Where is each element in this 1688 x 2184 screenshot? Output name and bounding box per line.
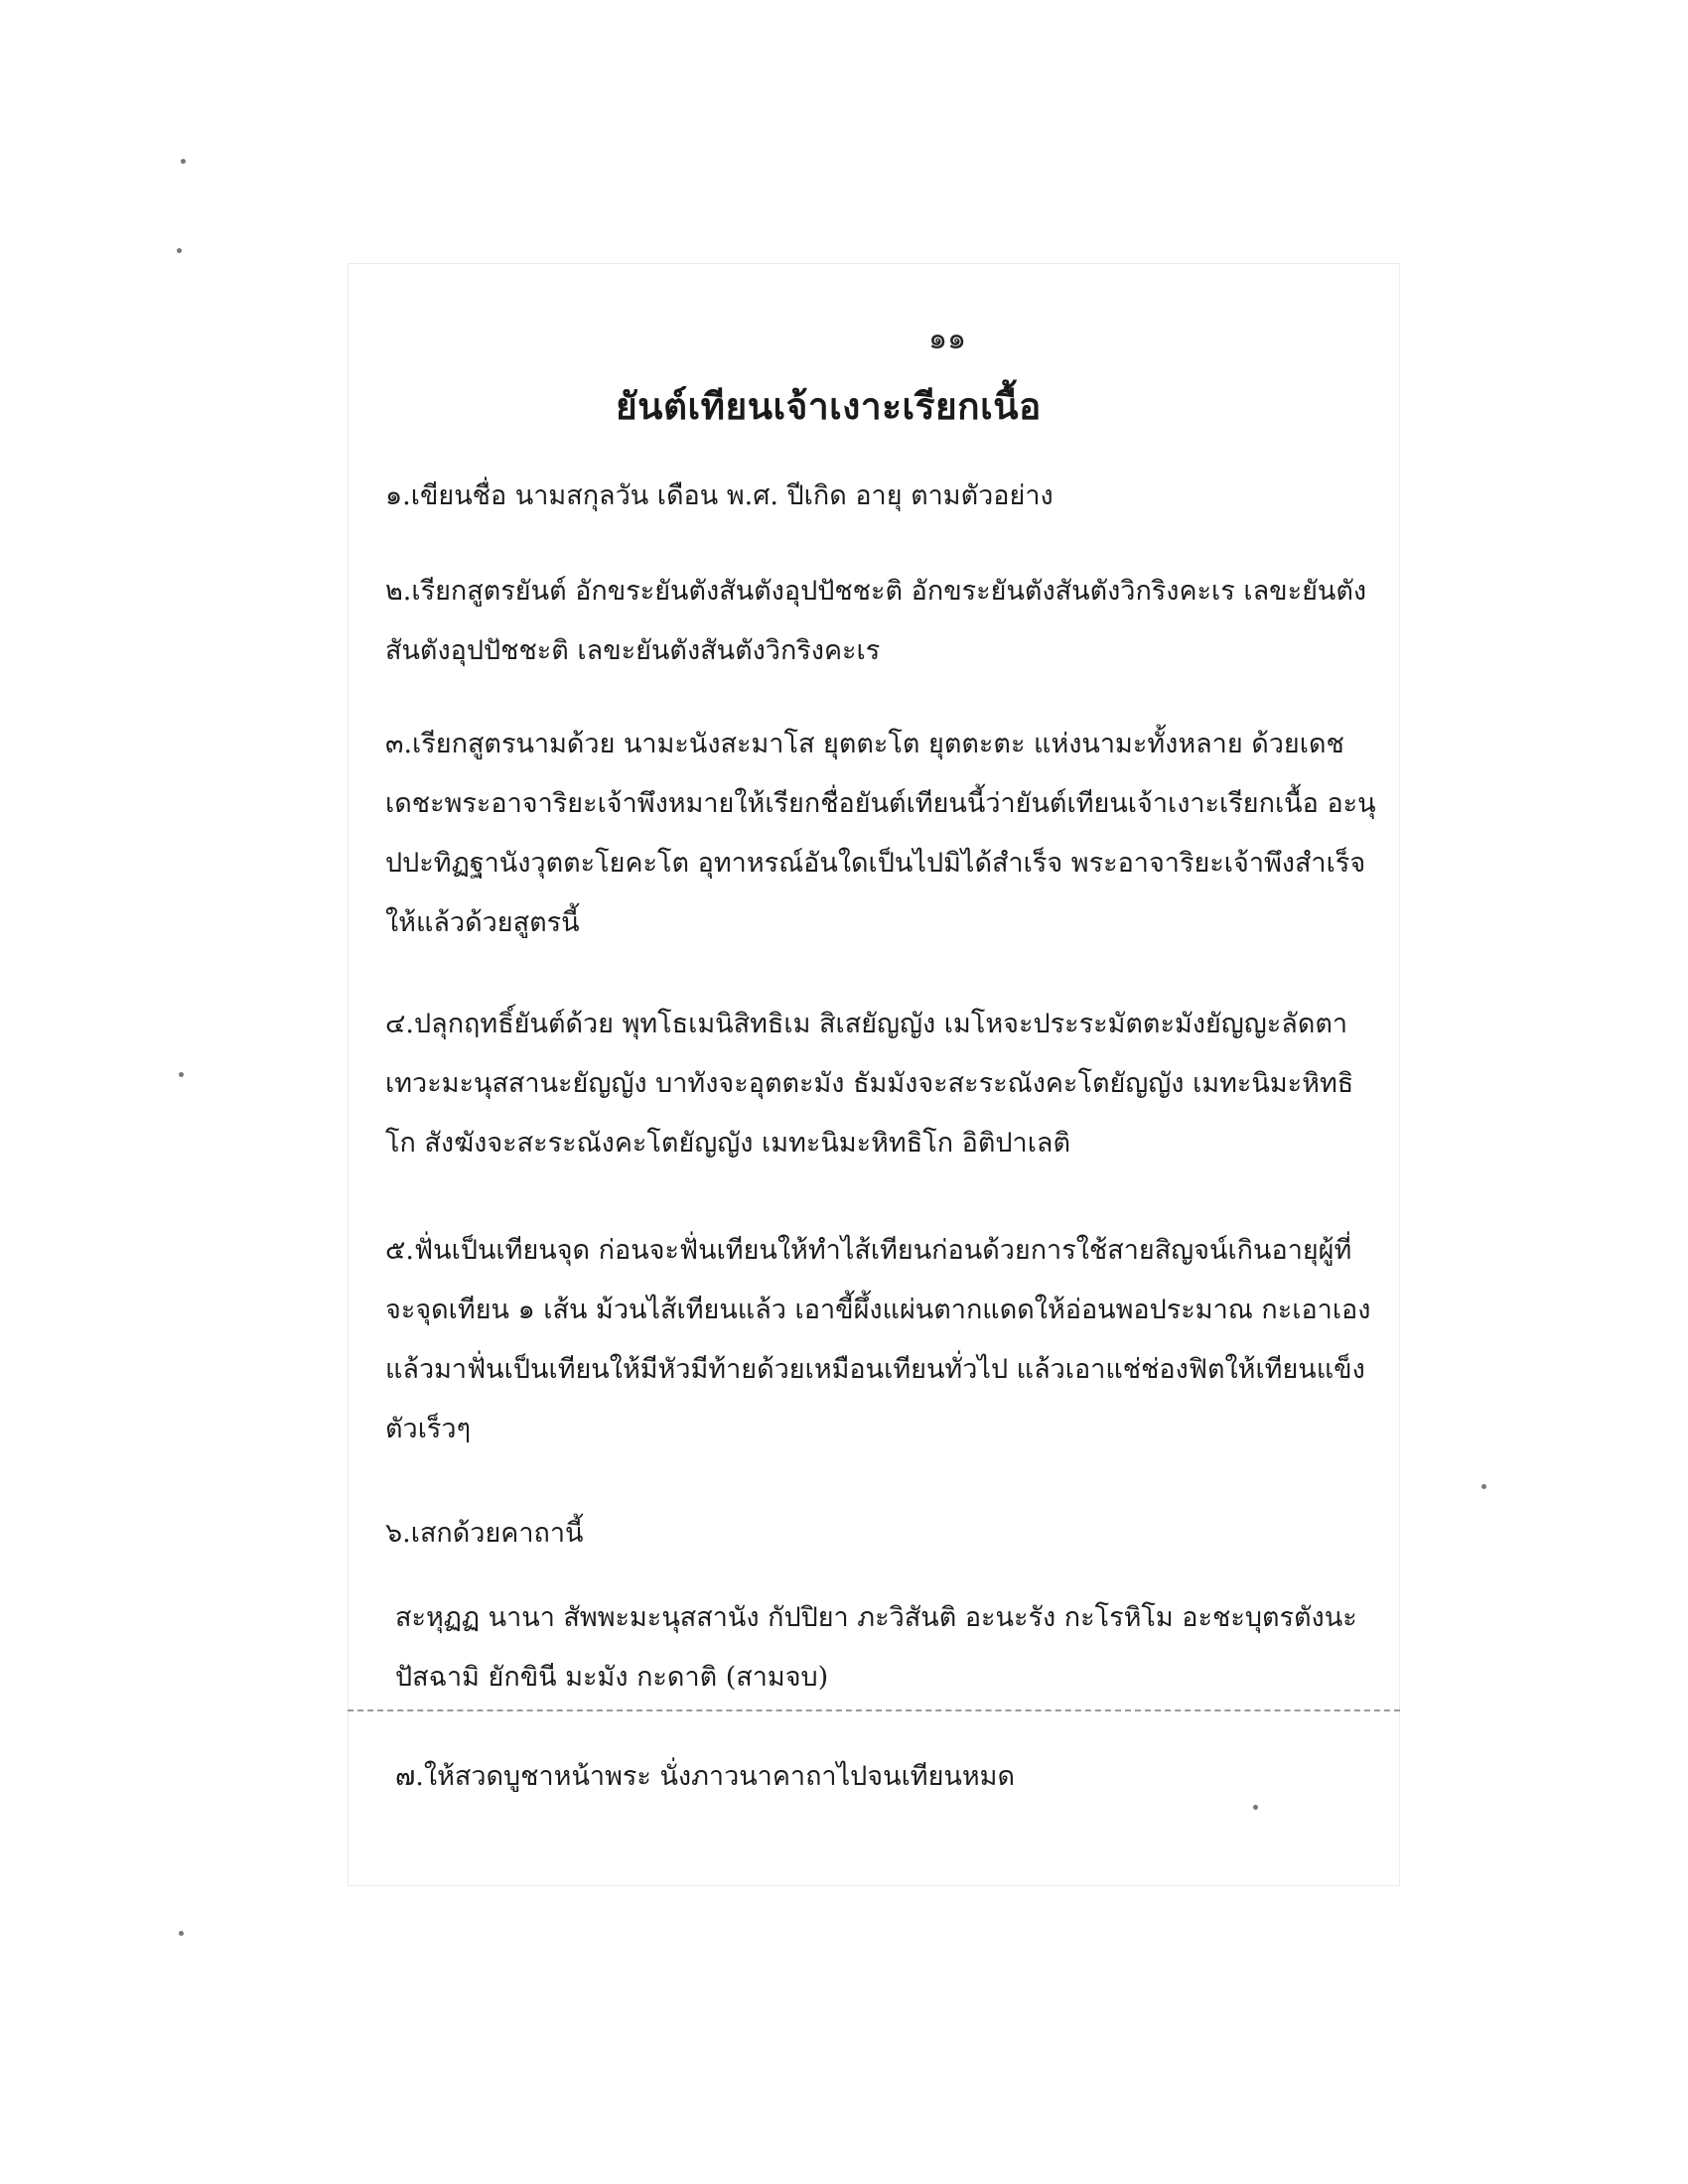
scan-speck: [1253, 1805, 1258, 1810]
step-1-paragraph: ๑.เขียนชื่อ นามสกุลวัน เดือน พ.ศ. ปีเกิด อายุ ตามตัวอย่าง: [385, 480, 1054, 511]
step-6-paragraph: ๖.เสกด้วยคาถานี้: [385, 1518, 584, 1549]
scan-speck: [1481, 1484, 1486, 1489]
step-2-paragraph: ๒.เรียกสูตรยันต์ อักขระยันตังสันตังอุปปัชชะติ อักขระยันตังสันตังวิกริงคะเร เลขะยันตังสันตังอุปปัชชะติ เลขะยันตังสันตังวิกริงคะเร: [385, 576, 1367, 666]
step-7-paragraph: ๗.ให้สวดบูชาหน้าพระ นั่งภาวนาคาถาไปจนเทียนหมด: [395, 1761, 1016, 1792]
step-5-paragraph: ๕.ฟั่นเป็นเทียนจุด ก่อนจะฟั่นเทียนให้ทำไส้เทียนก่อนด้วยการใช้สายสิญจน์เกินอายุผู้ที่จะจุดเทียน ๑ เส้น ม้วนไส้เทียนแล้ว เอาขี้ผึ้งแผ่นตากแดดให้อ่อนพอประมาณ กะเอาเอง แล้วมาฟั่นเป็นเทียนให้มีหัวมีท้ายด้วยเหมือนเทียนทั่วไป แล้วเอาแช่ช่องฟิตให้เทียนแข็งตัวเร็วๆ: [385, 1235, 1371, 1444]
page-number: ๑๑: [928, 322, 967, 356]
incantation-verse: สะหุฏฏ นานา สัพพะมะนุสสานัง กัปปิยา ภะวิสันติ อะนะรัง กะโรหิโม อะชะบุตรตังนะปัสฉามิ ยักขินี มะมัง กะดาติ (สามจบ): [395, 1602, 1357, 1693]
document-title: ยันต์เทียนเจ้าเงาะเรียกเนื้อ: [616, 384, 1042, 428]
scan-speck: [177, 248, 182, 253]
scan-speck: [179, 1072, 184, 1077]
scan-speck: [179, 1931, 184, 1936]
scan-speck: [181, 159, 186, 164]
step-4-paragraph: ๔.ปลุกฤทธิ์ยันต์ด้วย พุทโธเมนิสิทธิเม สิเสยัญญัง เมโหจะประระมัตตะมังยัญญะลัดตาเทวะมะนุสสานะยัญญัง บาทังจะอุตตะมัง ธัมมังจะสะระณังคะโตยัญญัง เมทะนิมะหิทธิโก สังฆังจะสะระณังคะโตยัญญัง เมทะนิมะหิทธิโก อิติปาเลติ: [385, 1009, 1354, 1159]
step-3-paragraph: ๓.เรียกสูตรนามด้วย นามะนังสะมาโส ยุตตะโต ยุตตะตะ แห่งนามะทั้งหลาย ด้วยเดชเดชะพระอาจาริยะเจ้าพึงหมายให้เรียกชื่อยันต์เทียนนี้ว่ายันต์เทียนเจ้าเงาะเรียกเนื้อ อะนุปปะทิฏฐานังวุตตะโยคะโต อุทาหรณ์อันใดเป็นไปมิได้สำเร็จ พระอาจาริยะเจ้าพึงสำเร็จให้แล้วด้วยสูตรนี้: [385, 729, 1376, 938]
section-divider: [348, 1709, 1400, 1711]
